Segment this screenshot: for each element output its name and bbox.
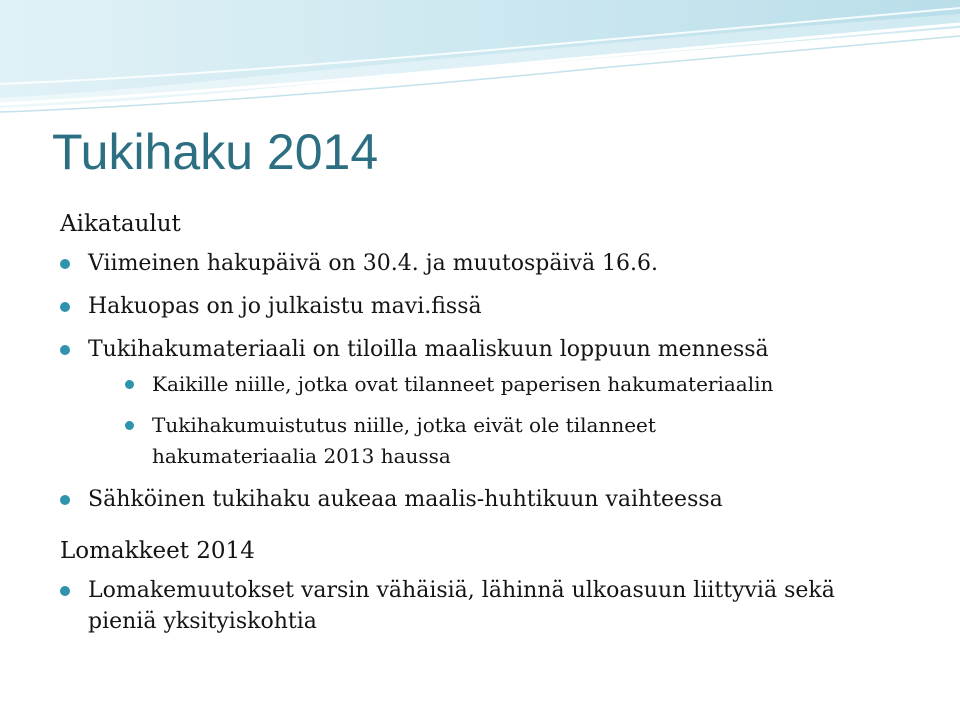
section-heading-aikataulut: Aikataulut bbox=[60, 211, 181, 237]
bullet-dot-icon bbox=[125, 380, 134, 389]
bullet-dot-icon bbox=[60, 586, 70, 596]
slide-title: Tukihaku 2014 bbox=[52, 124, 379, 180]
bullet-dot-icon bbox=[60, 302, 70, 312]
sub-list-item: Tukihakumuistutus niille, jotka eivät ole tilanneet hakumateriaalia 2013 haussa bbox=[125, 410, 792, 472]
aikataulut-list bbox=[60, 248, 940, 515]
list-item: Lomakemuutokset varsin vähäisiä, lähinnä ulkoasuun liittyviä sekä pieniä yksityiskohtia bbox=[60, 575, 888, 637]
sub-list-item: Kaikille niille, jotka ovat tilanneet paperisen hakumateriaalin bbox=[125, 369, 940, 400]
bullet-dot-icon bbox=[60, 259, 70, 269]
bullet-dot-icon bbox=[60, 495, 70, 505]
bullet-dot-icon bbox=[125, 421, 134, 430]
sub-list bbox=[125, 369, 940, 472]
section-heading-lomakkeet: Lomakkeet 2014 bbox=[60, 538, 255, 564]
list-item: Tukihakumateriaali on tiloilla maaliskuun loppuun mennessä Kaikille niille, jotka ovat tilanneet paperisen hakumateriaalin Tukihakumuistutus niille, jotka eivät ole tilanneet hakumateriaalia 2013 haussa bbox=[60, 334, 940, 472]
bullet-dot-icon bbox=[60, 345, 70, 355]
list-item: Sähköinen tukihaku aukeaa maalis-huhtikuun vaihteessa bbox=[60, 484, 940, 515]
decorative-header-swoosh bbox=[0, 0, 960, 140]
slide-body bbox=[60, 208, 940, 649]
lomakkeet-list bbox=[60, 575, 940, 637]
list-item: Viimeinen hakupäivä on 30.4. ja muutospäivä 16.6. bbox=[60, 248, 940, 279]
list-item: Hakuopas on jo julkaistu mavi.fissä bbox=[60, 291, 940, 322]
